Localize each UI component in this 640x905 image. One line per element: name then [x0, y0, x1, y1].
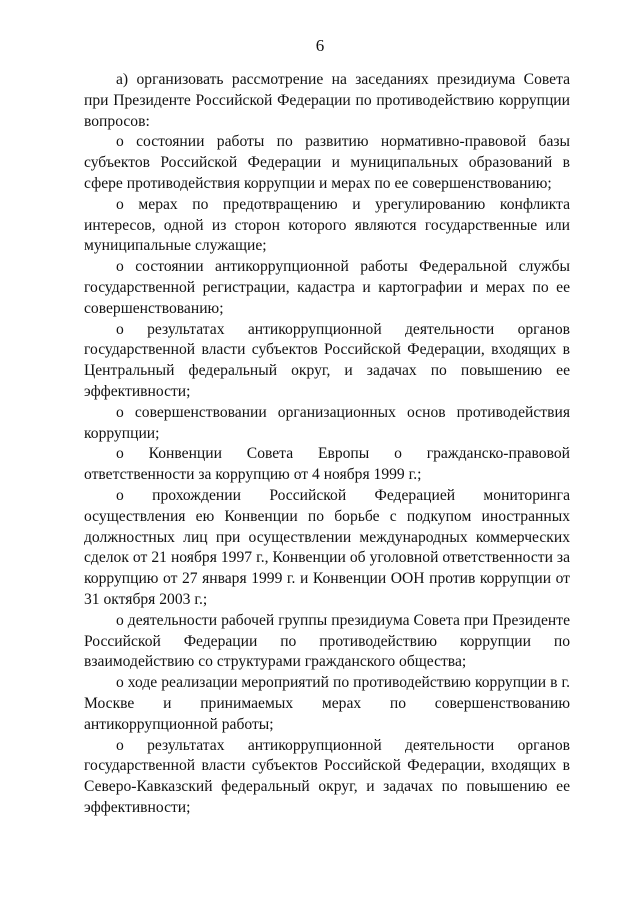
- paragraph-item-9: о ходе реализации мероприятий по противодействию коррупции в г. Москве и принимаемых мерах по совершенствованию антикоррупционной работы;: [84, 674, 570, 733]
- paragraph-item-2: о мерах по предотвращению и урегулированию конфликта интересов, одной из сторон которого являются государственные или муниципальные служащие;: [84, 195, 570, 255]
- paragraph-item-1: о состоянии работы по развитию нормативно-правовой базы субъектов Российской Федерации и муниципальных образований в сфере противодействия коррупции и мерах по ее совершенствованию;: [84, 133, 570, 192]
- paragraph-intro: а) организовать рассмотрение на заседаниях президиума Совета при Президенте Российской Федерации по противодействию коррупции вопросов:: [84, 71, 570, 130]
- paragraph-item-3: о состоянии антикоррупционной работы Федеральной службы государственной регистрации, кадастра и картографии и мерах по ее совершенствованию;: [84, 258, 570, 317]
- paragraph-item-7: о прохождении Российской Федерацией мониторинга осуществления ею Конвенции по борьбе с подкупом иностранных должностных лиц при осуществлении международных коммерческих сделок от 21 ноября 1997 г., Конвенции об уголовной ответственности за коррупцию от 27 января 1999 г. и Конвенции ООН против коррупции от 31 октября 2003 г.;: [84, 486, 570, 608]
- page-number: 6: [315, 36, 325, 55]
- paragraph-item-8: о деятельности рабочей группы президиума Совета при Президенте Российской Федерации по противодействию коррупции по взаимодействию со структурами гражданского общества;: [84, 611, 570, 671]
- paragraph-item-4: о результатах антикоррупционной деятельности органов государственной власти субъектов Российской Федерации, входящих в Центральный федеральный округ, и задачах по повышению ее эффективности;: [84, 320, 570, 400]
- document-body: [84, 70, 570, 819]
- paragraph-item-6: о Конвенции Совета Европы о гражданско-правовой ответственности за коррупцию от 4 ноября 1999 г.;: [84, 445, 570, 484]
- paragraph-item-5: о совершенствовании организационных основ противодействия коррупции;: [84, 403, 570, 442]
- paragraph-item-10: о результатах антикоррупционной деятельности органов государственной власти субъектов Российской Федерации, входящих в Северо-Кавказский федеральный округ, и задачах по повышению ее эффективности;: [84, 736, 570, 816]
